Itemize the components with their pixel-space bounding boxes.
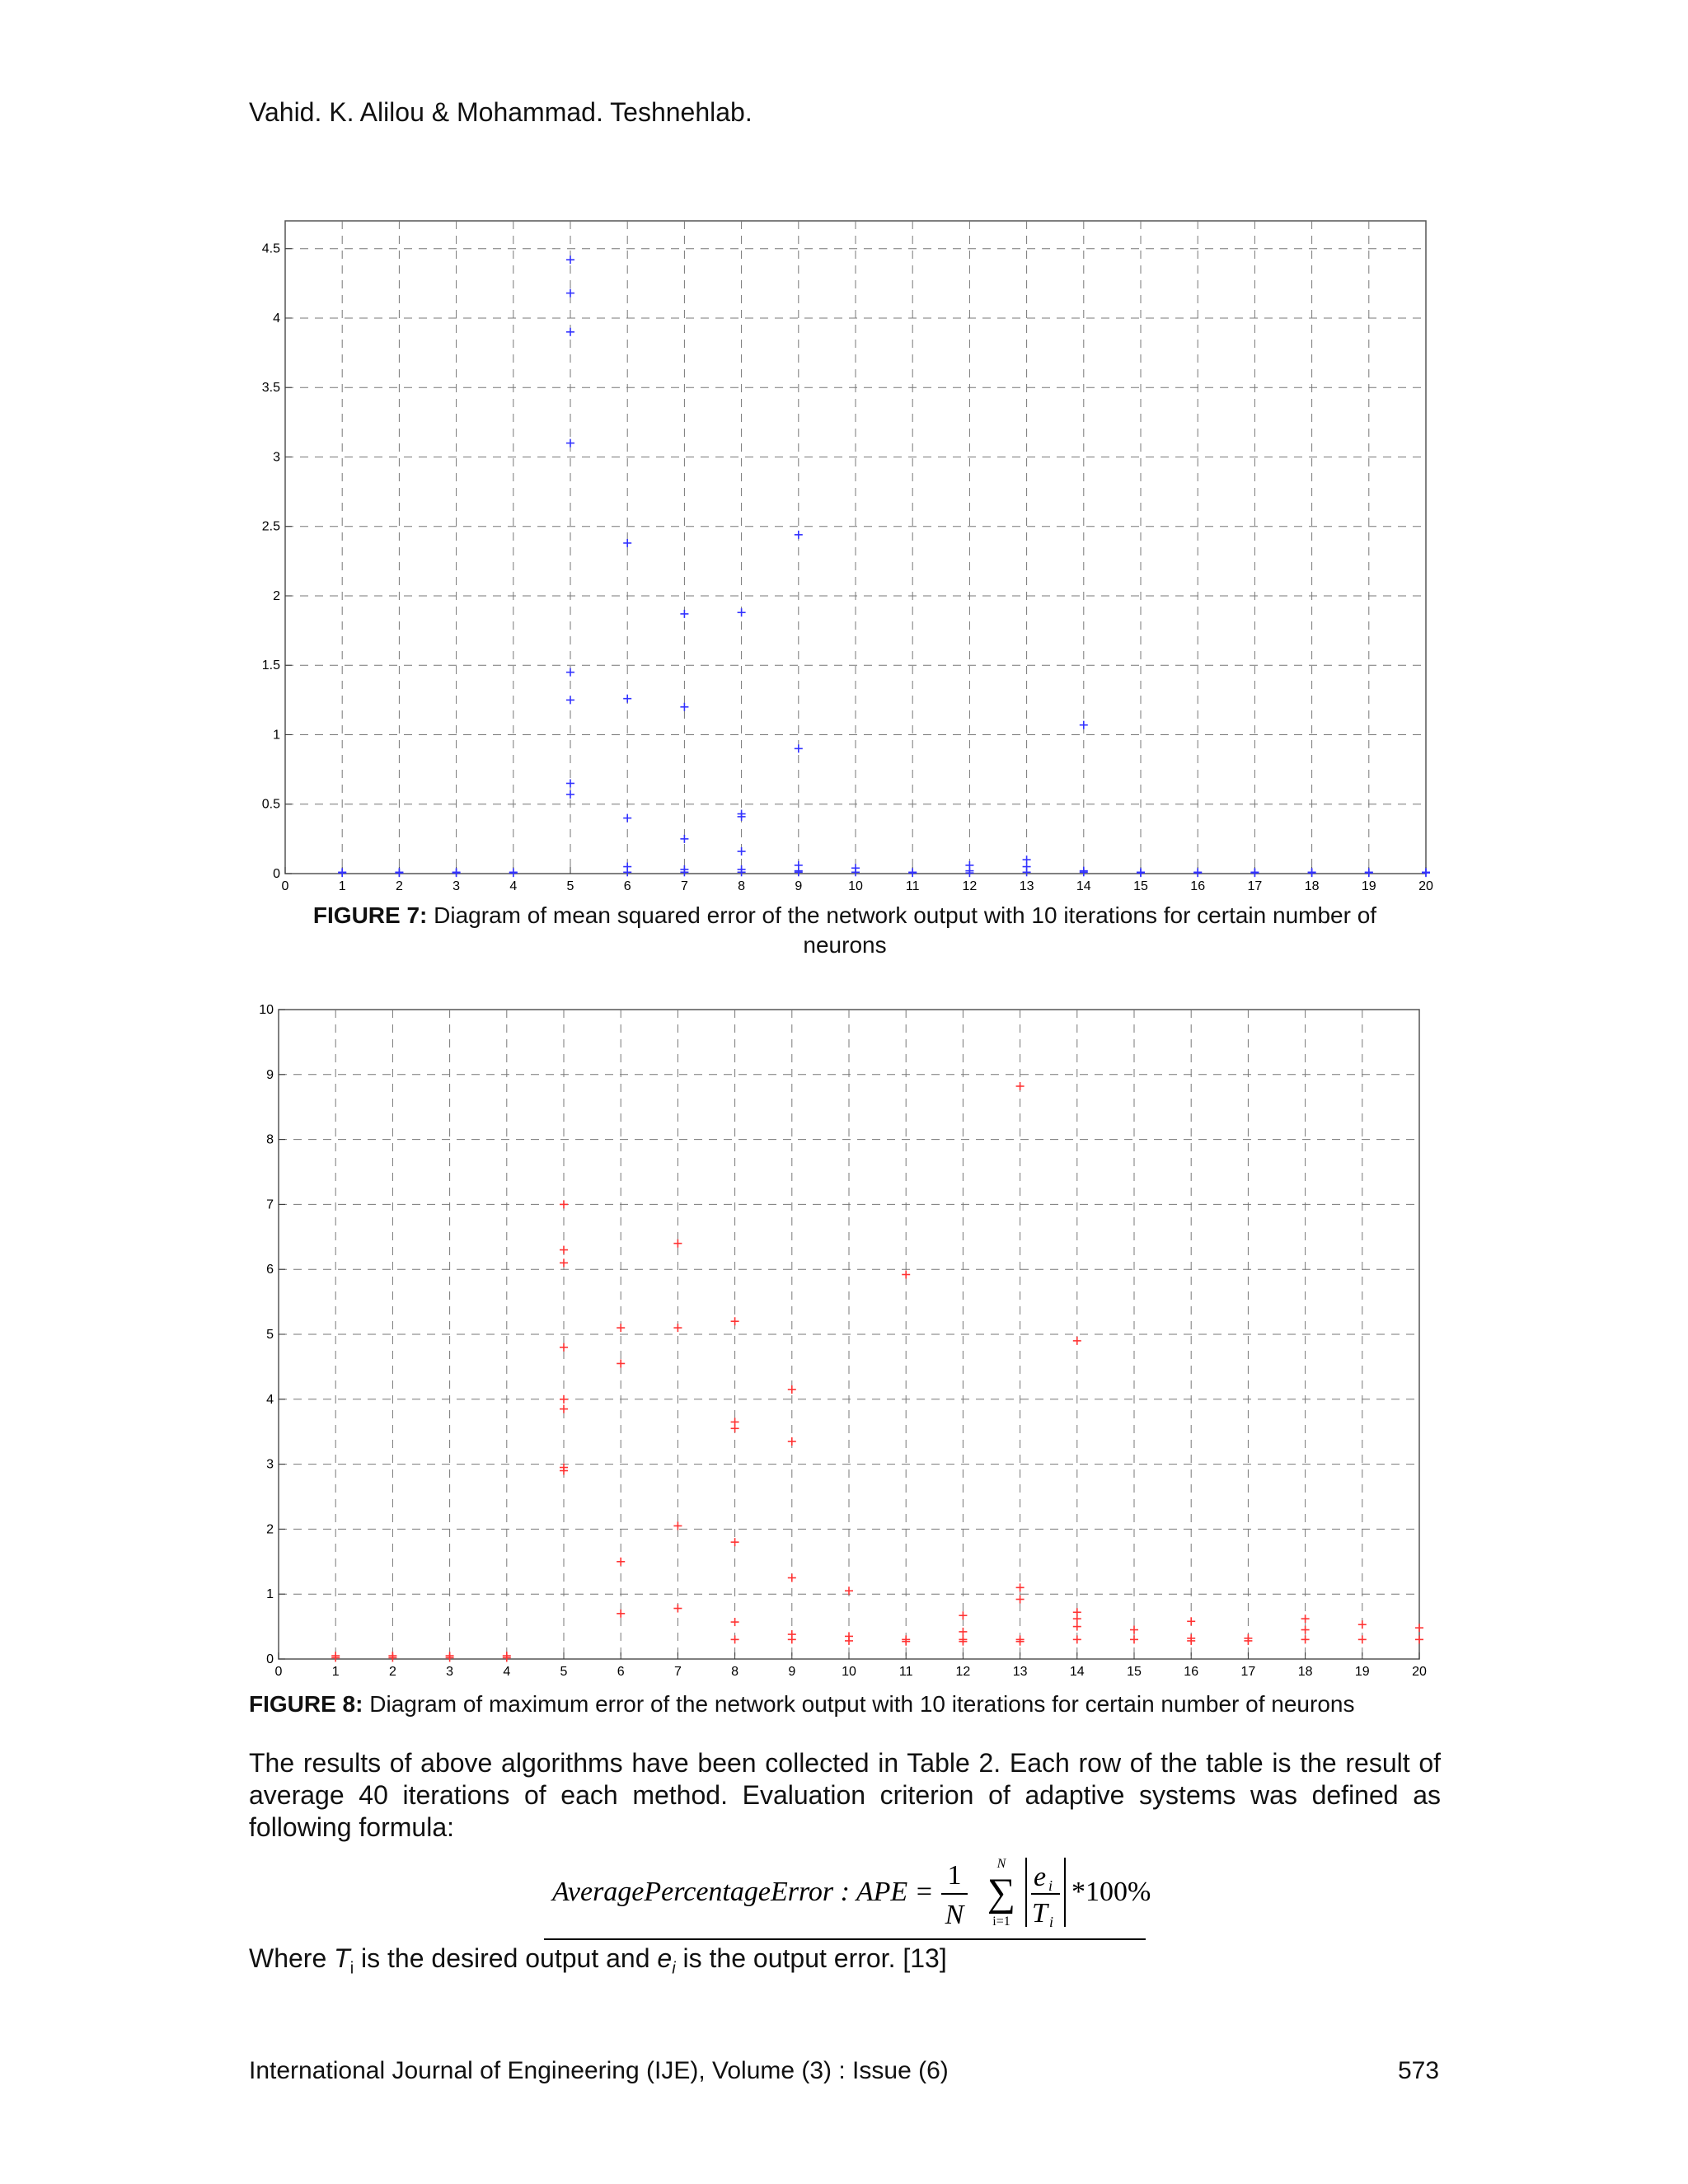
x-tick-label: 8	[731, 1665, 739, 1679]
y-tick-label: 3.5	[261, 381, 280, 396]
x-tick-label: 11	[898, 1665, 913, 1679]
where-e-symbol: e	[657, 1943, 673, 1973]
x-tick-label: 4	[509, 879, 518, 893]
formula-e-sub: i	[1048, 1877, 1053, 1894]
x-tick-label: 17	[1240, 1665, 1256, 1679]
figure-7-label: FIGURE 7:	[312, 902, 428, 928]
x-tick-label: 16	[1184, 1665, 1199, 1679]
figure-8-label: FIGURE 8:	[249, 1691, 363, 1717]
formula-sum-symbol: ∑	[987, 1871, 1016, 1915]
y-tick-label: 1	[273, 728, 280, 743]
x-tick-label: 19	[1354, 1665, 1370, 1679]
y-tick-label: 4	[266, 1392, 274, 1407]
where-suffix: is the output error. [13]	[682, 1943, 947, 1973]
y-tick-label: 3	[266, 1457, 274, 1472]
formula-e: e	[1034, 1862, 1047, 1892]
x-tick-label: 6	[623, 879, 631, 893]
where-middle: is the desired output and	[361, 1943, 650, 1973]
x-tick-label: 3	[452, 879, 461, 893]
x-tick-label: 2	[395, 879, 403, 893]
x-tick-label: 5	[560, 1665, 568, 1679]
y-tick-label: 7	[266, 1197, 274, 1212]
x-tick-label: 10	[842, 1665, 856, 1679]
where-e-sub: i	[672, 1959, 676, 1978]
figure-7-caption-text-1: Diagram of mean squared error of the network output with 10 iterations for certain number of	[434, 902, 1377, 928]
figure-8-caption	[249, 1690, 1441, 1719]
x-tick-label: 2	[388, 1665, 396, 1679]
x-tick-label: 1	[331, 1665, 340, 1679]
figure-8-caption-text: Diagram of maximum error of the network output with 10 iterations for certain number of neurons	[369, 1691, 1355, 1717]
x-tick-label: 16	[1190, 879, 1206, 893]
y-tick-label: 4	[273, 311, 280, 326]
where-t-symbol: T	[334, 1943, 350, 1973]
x-tick-label: 17	[1247, 879, 1263, 893]
figure-7-chart	[247, 216, 1451, 892]
y-tick-label: 0.5	[261, 797, 280, 812]
y-tick-label: 2	[273, 588, 280, 603]
where-t-sub: i	[349, 1959, 354, 1978]
y-tick-label: 0	[266, 1652, 274, 1666]
where-prefix: Where	[249, 1943, 327, 1973]
x-tick-label: 0	[281, 879, 289, 893]
x-tick-label: 5	[566, 879, 574, 893]
x-tick-label: 4	[503, 1665, 511, 1679]
ape-formula-svg	[544, 1853, 1151, 1932]
ape-formula	[544, 1853, 1151, 1932]
figure-8-chart	[239, 1000, 1442, 1684]
x-tick-label: 11	[905, 879, 920, 893]
x-tick-label: 9	[795, 879, 803, 893]
x-tick-label: 1	[338, 879, 346, 893]
x-tick-label: 13	[1019, 879, 1034, 893]
y-tick-label: 6	[266, 1263, 274, 1277]
y-tick-label: 3	[273, 450, 280, 465]
formula-suffix: *100%	[1071, 1877, 1151, 1907]
formula-sum-lower: i=1	[992, 1915, 1010, 1929]
page-header-authors: Vahid. K. Alilou & Mohammad. Teshnehlab.	[249, 97, 753, 127]
figure-7-caption	[249, 901, 1441, 960]
x-tick-label: 14	[1069, 1665, 1085, 1679]
x-tick-label: 18	[1297, 1665, 1313, 1679]
y-tick-label: 10	[259, 1003, 274, 1017]
formula-sum-upper: N	[996, 1857, 1006, 1871]
x-tick-label: 18	[1304, 879, 1320, 893]
formula-t: T	[1032, 1898, 1048, 1929]
x-tick-label: 10	[848, 879, 863, 893]
y-tick-label: 1	[266, 1587, 274, 1602]
x-tick-label: 7	[673, 1665, 682, 1679]
formula-underline	[544, 1938, 1146, 1940]
x-tick-label: 3	[446, 1665, 454, 1679]
formula-lhs: AveragePercentageError : APE =	[552, 1877, 934, 1907]
x-tick-label: 20	[1412, 1665, 1427, 1679]
formula-denominator: N	[945, 1900, 964, 1930]
y-tick-label: 4.5	[261, 241, 280, 256]
footer-page-number: 573	[1398, 2057, 1440, 2084]
y-tick-label: 5	[266, 1328, 274, 1342]
y-tick-label: 0	[273, 867, 280, 881]
x-tick-label: 0	[274, 1665, 283, 1679]
formula-numerator: 1	[947, 1860, 962, 1891]
footer-journal: International Journal of Engineering (IJE), Volume (3) : Issue (6)	[249, 2057, 949, 2084]
y-tick-label: 8	[266, 1132, 274, 1147]
x-tick-label: 7	[680, 879, 688, 893]
where-line	[249, 1943, 947, 1978]
x-tick-label: 12	[962, 879, 978, 893]
body-paragraph: The results of above algorithms have been collected in Table 2. Each row of the table is the result of average 40 iterations of each method. Evaluation criterion of adaptive systems was defined as following formula:	[249, 1748, 1441, 1842]
y-tick-label: 2	[266, 1522, 274, 1537]
x-tick-label: 20	[1418, 879, 1433, 893]
figure-7-caption-text-2: neurons	[803, 932, 887, 958]
y-tick-label: 2.5	[261, 519, 280, 534]
max-error-scatter-plot	[239, 1000, 1442, 1684]
x-tick-label: 9	[788, 1665, 796, 1679]
x-tick-label: 19	[1361, 879, 1376, 893]
x-tick-label: 12	[955, 1665, 971, 1679]
formula-t-sub: i	[1049, 1914, 1054, 1930]
y-tick-label: 9	[266, 1067, 274, 1082]
x-tick-label: 15	[1133, 879, 1148, 893]
x-tick-label: 14	[1076, 879, 1091, 893]
x-tick-label: 13	[1012, 1665, 1028, 1679]
y-tick-label: 1.5	[261, 658, 280, 673]
x-tick-label: 8	[738, 879, 746, 893]
mse-scatter-plot	[247, 216, 1451, 892]
x-tick-label: 15	[1127, 1665, 1142, 1679]
x-tick-label: 6	[617, 1665, 625, 1679]
